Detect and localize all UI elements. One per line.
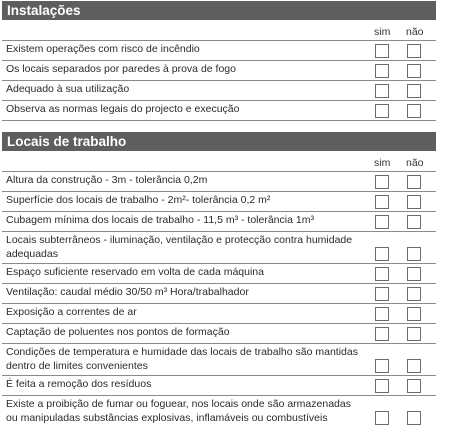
row-label: Existe a proibição de fumar ou foguear, nos locais onde são armazenadas ou manipuladas substâncias explosivas, inflamáveis ou combustíveis [6,398,351,424]
no-checkbox[interactable] [407,64,421,78]
no-checkbox[interactable] [407,44,421,58]
section-locais-de-trabalho [0,121,450,427]
yes-checkbox[interactable] [375,287,389,301]
no-checkbox[interactable] [407,195,421,209]
row-label: É feita a remoção dos resíduos [6,378,152,390]
row-label: Locais subterrâneos - iluminação, ventilação e protecção contra humidade adequadas [6,234,353,260]
checklist-row [2,264,436,284]
row-label: Espaço suficiente reservado em volta de cada máquina [6,266,264,278]
section-title: Locais de trabalho [2,132,436,151]
checklist-row [2,304,436,324]
row-label: Cubagem mínima dos locais de trabalho - 11,5 m³ - tolerância 1m³ [6,214,314,226]
no-checkbox[interactable] [407,287,421,301]
checklist-row [2,61,436,81]
no-checkbox[interactable] [407,307,421,321]
checklist-row [2,81,436,101]
option-yes-label: sim [374,26,391,38]
yes-checkbox[interactable] [375,307,389,321]
row-label: Exposição a correntes de ar [6,306,137,318]
row-label: Observa as normas legais do projecto e execução [6,103,240,115]
yes-checkbox[interactable] [375,84,389,98]
option-no-label: não [406,157,424,169]
no-checkbox[interactable] [407,104,421,118]
yes-checkbox[interactable] [375,175,389,189]
yes-checkbox[interactable] [375,379,389,393]
row-label: Superfície dos locais de trabalho - 2m²- tolerância 0,2 m² [6,194,271,206]
checklist-row [2,376,436,396]
row-label: Adequado à sua utilização [6,83,130,95]
yes-checkbox[interactable] [375,267,389,281]
checklist-row [2,101,436,121]
row-label: Existem operações com risco de incêndio [6,43,200,55]
no-checkbox[interactable] [407,359,421,373]
yes-checkbox[interactable] [375,411,389,425]
option-yes-label: sim [374,157,391,169]
checklist-row [2,344,436,376]
row-label: Ventilação: caudal médio 30/50 m³ Hora/trabalhador [6,286,249,298]
yes-checkbox[interactable] [375,215,389,229]
row-label: Captação de poluentes nos pontos de formação [6,326,230,338]
yes-checkbox[interactable] [375,64,389,78]
option-no-label: não [406,26,424,38]
section-instalacoes [0,0,450,121]
options-header [0,151,450,171]
options-header [0,20,450,40]
no-checkbox[interactable] [407,327,421,341]
no-checkbox[interactable] [407,267,421,281]
yes-checkbox[interactable] [375,359,389,373]
section-title: Instalações [2,1,436,20]
checklist-row [2,192,436,212]
checklist-row [2,40,436,61]
yes-checkbox[interactable] [375,327,389,341]
row-label: Condições de temperatura e humidade das locais de trabalho são mantidas dentro de limites convenientes [6,346,358,372]
checklist-row [2,396,436,427]
no-checkbox[interactable] [407,84,421,98]
no-checkbox[interactable] [407,215,421,229]
yes-checkbox[interactable] [375,104,389,118]
checklist-row [2,171,436,192]
no-checkbox[interactable] [407,175,421,189]
no-checkbox[interactable] [407,379,421,393]
checklist-row [2,232,436,264]
row-label: Os locais separados por paredes à prova de fogo [6,63,236,75]
row-label: Altura da construção - 3m - tolerância 0,2m [6,174,208,186]
checklist-row [2,284,436,304]
yes-checkbox[interactable] [375,44,389,58]
checklist-row [2,324,436,344]
checklist-row [2,212,436,232]
no-checkbox[interactable] [407,411,421,425]
yes-checkbox[interactable] [375,247,389,261]
yes-checkbox[interactable] [375,195,389,209]
no-checkbox[interactable] [407,247,421,261]
